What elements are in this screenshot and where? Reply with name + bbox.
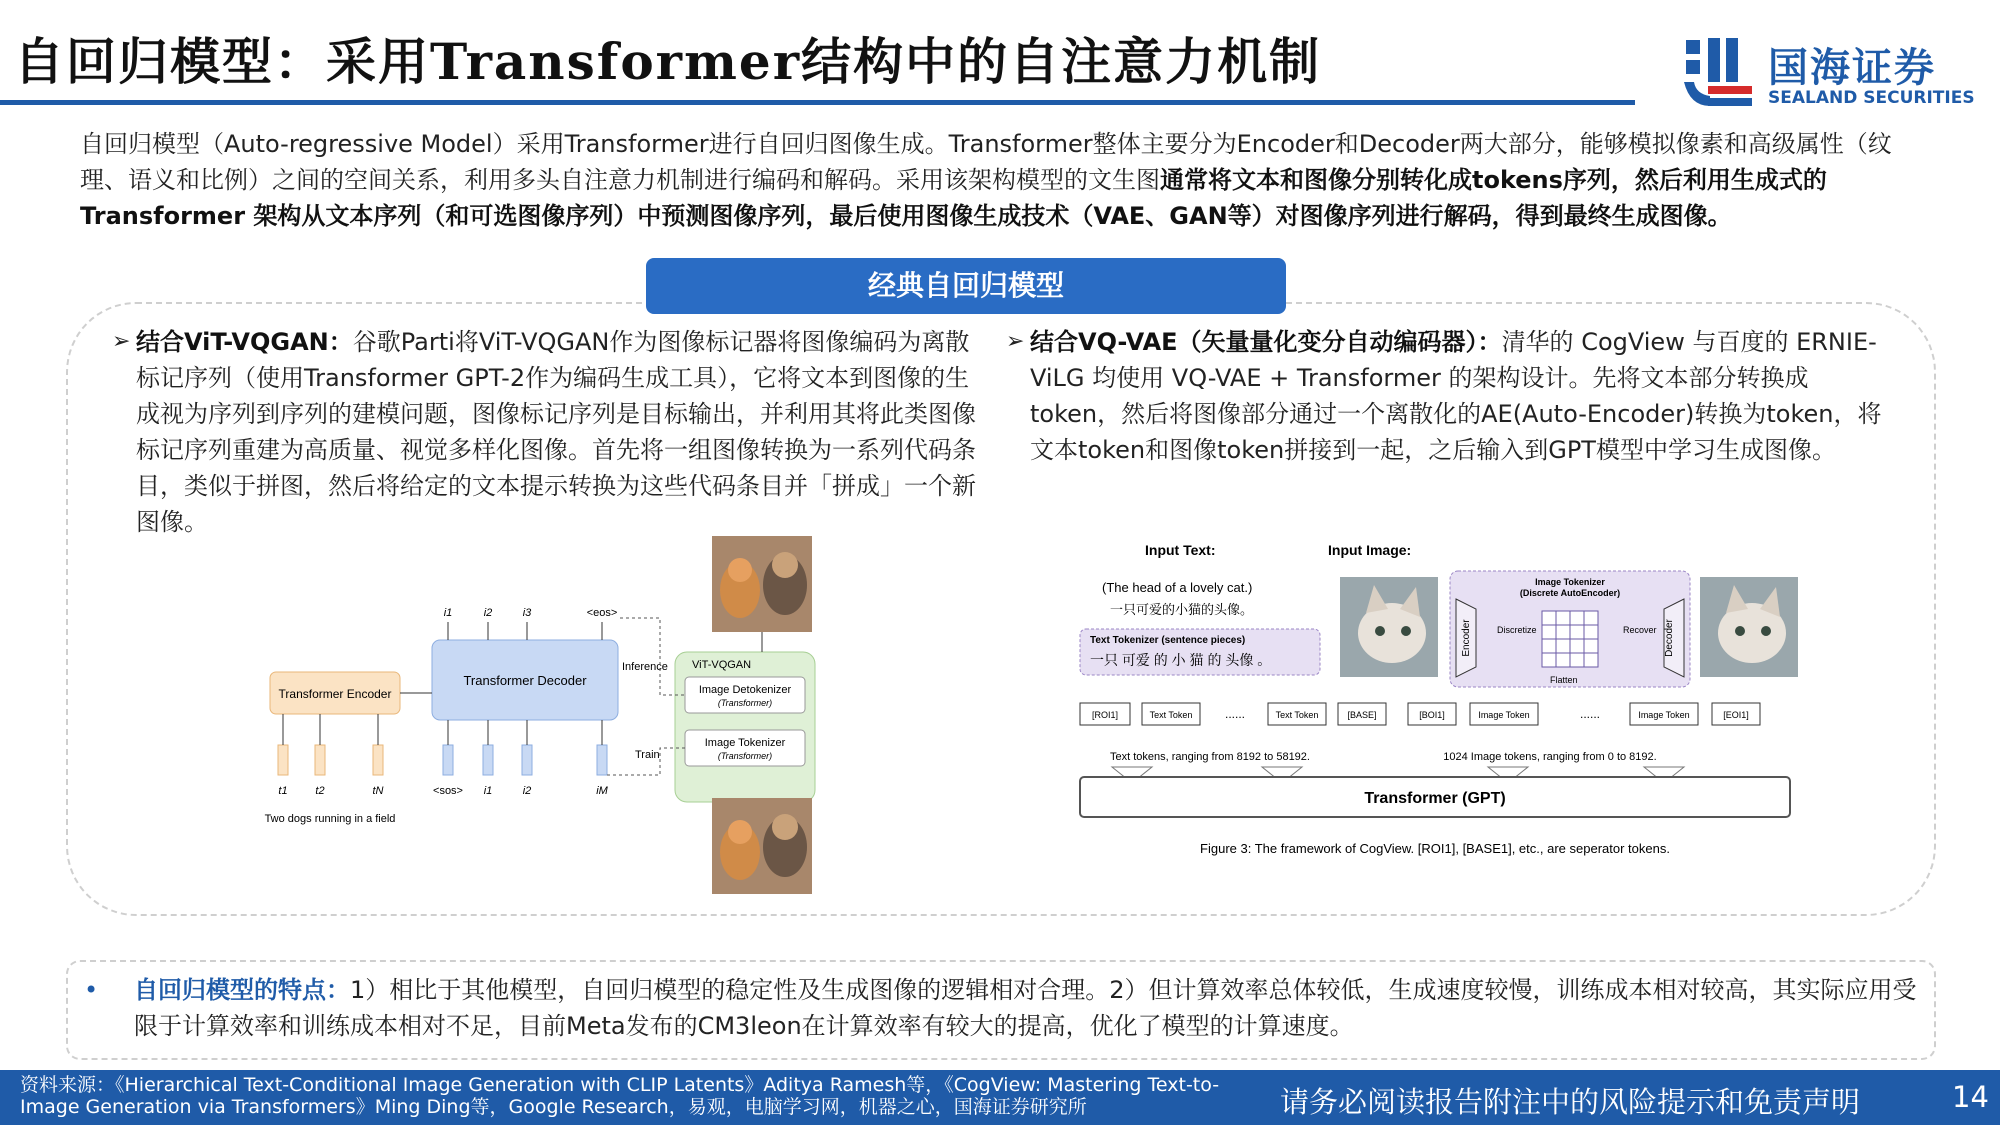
parti-architecture-figure (260, 530, 860, 900)
text-token-range: Text tokens, ranging from 8192 to 58192. (1110, 751, 1310, 763)
logo-cn-text: 国海证券 (1768, 45, 1936, 91)
token-in-i2: i2 (522, 785, 532, 797)
vitvqgan-box (675, 652, 815, 802)
cogview-caption: Figure 3: The framework of CogView. [ROI1], [BASE1], etc., are seperator tokens. (1200, 841, 1670, 856)
tokenizer-label: Image Tokenizer (704, 737, 786, 749)
cat-image-output (1700, 577, 1798, 677)
flatten-label: Flatten (1550, 675, 1578, 685)
recover-label: Recover (1623, 625, 1657, 635)
token-text-1: Text Token (1149, 710, 1193, 720)
decoder-label: Transformer Decoder (463, 673, 587, 688)
cat-image-input (1340, 577, 1438, 677)
vitvqgan-label: ViT-VQGAN (692, 659, 752, 671)
cog-decoder-label: Decoder (1664, 619, 1675, 657)
arrow-bullet-icon: ➢ (112, 329, 131, 354)
discrete-ae-label: (Discrete AutoEncoder) (1519, 588, 1621, 598)
token-out-i3: i3 (522, 607, 532, 619)
token-eoi1: [EOI1] (1723, 710, 1749, 720)
logo-mark-icon (1680, 32, 1760, 112)
page-number: 14 (1952, 1080, 1989, 1114)
title-underline (0, 100, 1635, 105)
detokenizer-sub: (Transformer) (717, 698, 773, 708)
vitvqgan-label: 结合ViT-VQGAN： (136, 328, 353, 356)
tokenizer-sub: (Transformer) (717, 751, 773, 761)
token-t1: t1 (278, 785, 288, 797)
footer-source: 资料来源：《Hierarchical Text-Conditional Image Generation with CLIP Latents》Aditya Ramesh等，《CogView: Mastering Text-to-Image Generation via Transformers》Ming Ding等，Google Research，易观，电脑学习网，机器之心，国海证券研究所 (20, 1074, 1220, 1118)
token-sequence-row (1080, 703, 1760, 725)
arrow-bullet-icon: ➢ (1006, 329, 1025, 354)
cog-encoder-label: Encoder (1461, 619, 1472, 657)
token-eos: <eos> (586, 607, 618, 619)
image-token-range: 1024 Image tokens, ranging from 0 to 8192. (1443, 751, 1657, 763)
tokenized-sentence: 一只 可爱 的 小 猫 的 头像 。 (1090, 652, 1272, 668)
characteristics-body: 1）相比于其他模型，自回归模型的稳定性及生成图像的逻辑相对合理。2）但计算效率总体较低，生成速度较慢，训练成本相对较高，其实际应用受限于计算效率和训练成本相对不足，目前Meta发布的CM3leon在计算效率有较大的提高，优化了模型的计算速度。 (134, 976, 1917, 1040)
sentence-en: (The head of a lovely cat.) (1102, 580, 1253, 595)
token-image-2: Image Token (1638, 710, 1690, 720)
vitvqgan-text: 谷歌Parti将ViT-VQGAN作为图像标记器将图像编码为离散标记序列（使用Transformer GPT-2作为编码生成工具），它将文本到图像的生成视为序列到序列的建模问题，图像标记序列是目标输出，并利用其将此类图像标记序列重建为高质量、视觉多样化图像。首先将一组图像转换为一系列代码条目，类似于拼图，然后将给定的文本提示转换为这些代码条目并「拼成」一个新图像。 (136, 328, 976, 536)
intro-normal-text: 自回归模型（Auto-regressive Model）采用Transformer进行自回归图像生成。Transformer整体主要分为Encoder和Decoder两大部分，能够模拟像素和高级属性（纹理、语义和比例）之间的空间关系，利用多头自注意力机制进行编码和解码。采用该架构模型的文生图 (80, 130, 1892, 194)
detokenizer-label: Image Detokenizer (698, 684, 792, 696)
logo-en-text: SEALAND SECURITIES (1768, 88, 1975, 108)
train-label: Train (635, 749, 660, 761)
token-roi1: [ROI1] (1091, 710, 1119, 720)
sentence-cn: 一只可爱的小猫的头像。 (1110, 602, 1254, 617)
token-grid (1542, 611, 1598, 667)
footer-disclaimer: 请务必阅读报告附注中的风险提示和免责声明 (1280, 1085, 1861, 1119)
transformer-gpt-label: Transformer (GPT) (1364, 790, 1506, 807)
characteristics-text (84, 972, 1924, 1044)
token-ellipsis-2: ...... (1579, 707, 1601, 721)
discretize-label: Discretize (1497, 625, 1537, 635)
vqvae-text: 清华的 CogView 与百度的 ERNIE-ViLG 均使用 VQ-VAE + Transformer 的架构设计。先将文本部分转换成token，然后将图像部分通过一个离散化的AE(Auto-Encoder)转换为token，将文本token和图像token拼接到一起，之后输入到GPT模型中学习生成图像。 (1030, 328, 1882, 464)
characteristics-label: 自回归模型的特点： (134, 976, 350, 1004)
token-in-i1: i1 (483, 785, 493, 797)
image-tokenizer-label: Image Tokenizer (1535, 577, 1605, 587)
input-image-label: Input Image: (1328, 542, 1412, 558)
token-ellipsis-1: ...... (1224, 707, 1246, 721)
vitvqgan-description (112, 324, 976, 540)
token-image-1: Image Token (1478, 710, 1530, 720)
token-t2: t2 (315, 785, 325, 797)
token-boi1: [BOI1] (1419, 710, 1445, 720)
dog-photo-bottom (712, 798, 812, 894)
cogview-framework-figure (1070, 535, 1800, 865)
intro-bold-text: 通常将文本和图像分别转化成tokens序列，然后利用生成式的 Transformer 架构从文本序列（和可选图像序列）中预测图像序列，最后使用图像生成技术（VAE、GAN等）对图像序列进行解码，得到最终生成图像。 (80, 166, 1827, 230)
vqvae-description (1006, 324, 1890, 468)
dog-photo-top (712, 536, 812, 632)
bullet-dot-icon: • (84, 976, 99, 1004)
token-in-iM: iM (596, 785, 608, 797)
token-base: [BASE] (1347, 710, 1377, 720)
token-out-i1: i1 (443, 607, 453, 619)
token-text-2: Text Token (1275, 710, 1319, 720)
company-logo (1680, 32, 1980, 112)
token-sos: <sos> (433, 785, 463, 797)
token-out-i2: i2 (483, 607, 493, 619)
intro-paragraph (80, 126, 1920, 234)
page-title: 自回归模型：采用Transformer结构中的自注意力机制 (14, 32, 1322, 91)
section-header: 经典自回归模型 (646, 258, 1286, 314)
text-tokenizer-label: Text Tokenizer (sentence pieces) (1090, 635, 1246, 646)
prompt-caption: Two dogs running in a field (264, 813, 396, 825)
token-tN: tN (372, 785, 384, 797)
input-text-label: Input Text: (1145, 542, 1216, 558)
decoder-output-arrows (448, 622, 602, 640)
image-token-inputs (443, 720, 607, 775)
encoder-label: Transformer Encoder (278, 687, 392, 701)
vqvae-label: 结合VQ-VAE（矢量量化变分自动编码器）： (1030, 328, 1502, 356)
inference-label: Inference (622, 661, 668, 673)
text-token-inputs (278, 714, 383, 775)
